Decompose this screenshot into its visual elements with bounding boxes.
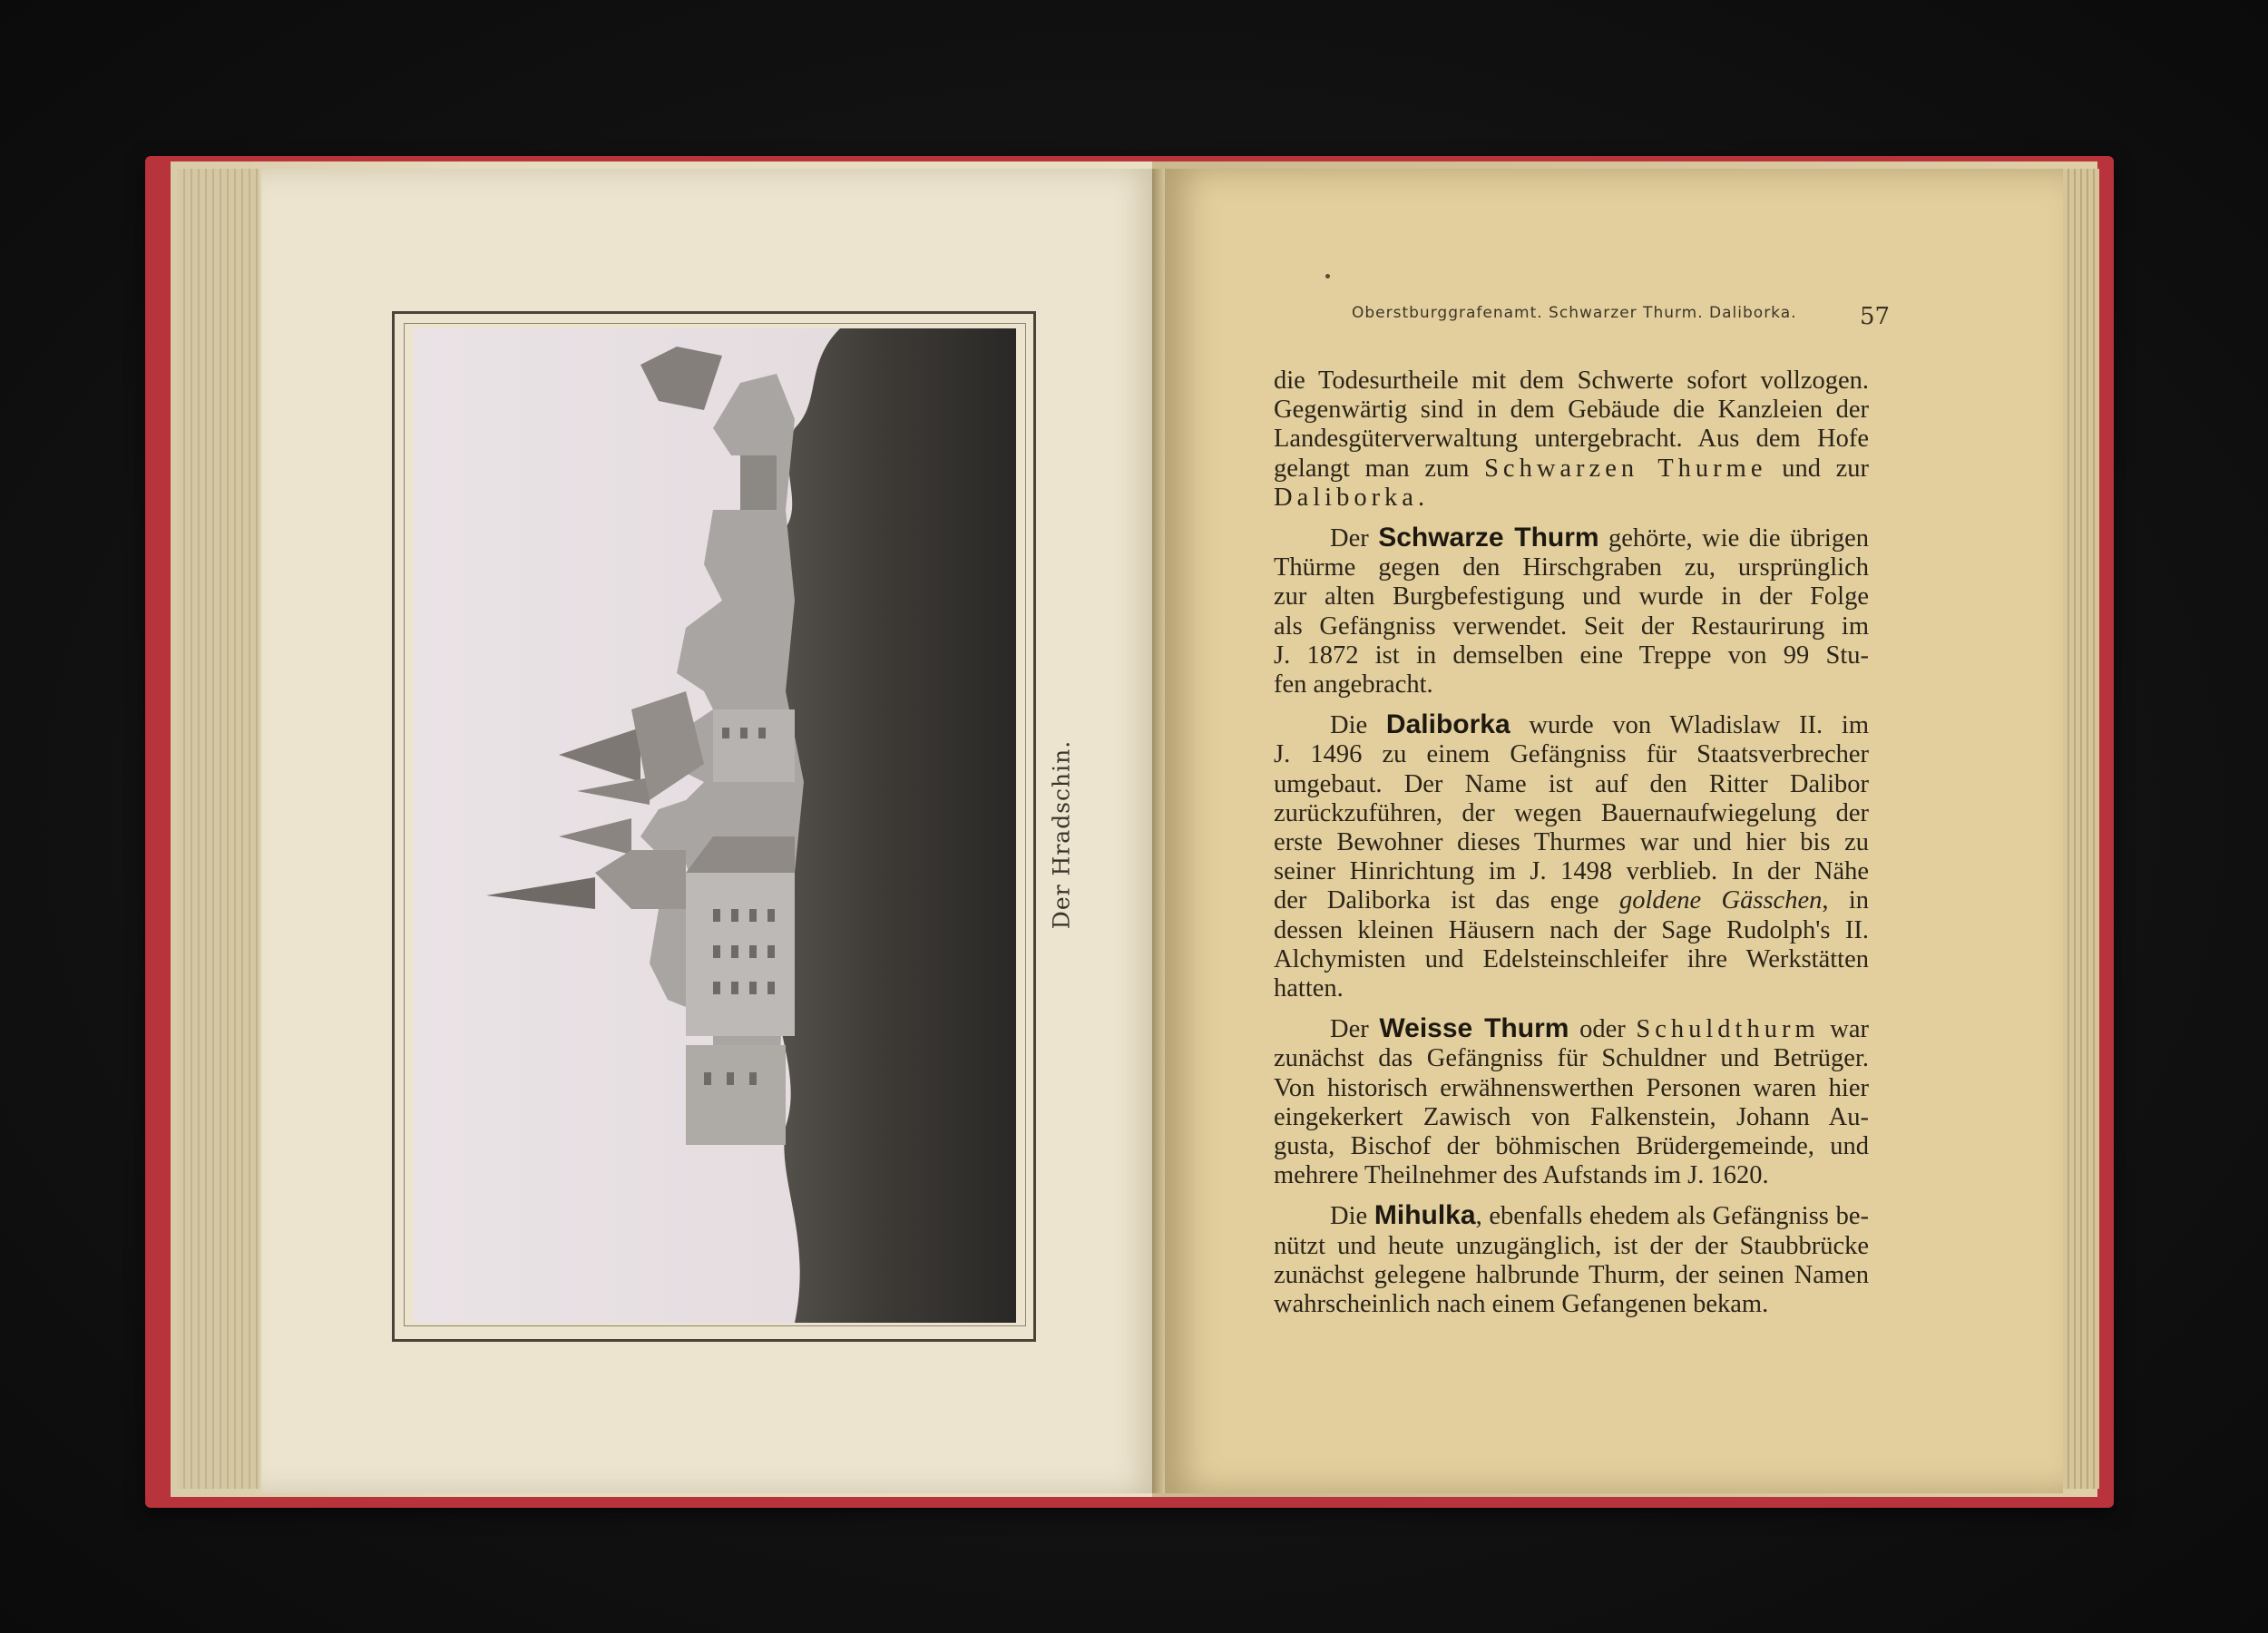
- ink-speck: [1325, 274, 1330, 279]
- left-page-edges: [178, 169, 259, 1489]
- hradschin-photograph: [414, 328, 1016, 1323]
- text-line: J. 1872 ist in demselben eine Treppe von 99 Stu-: [1274, 640, 1869, 670]
- text-line: wahrscheinlich nach einem Gefangenen bekam.: [1274, 1290, 1769, 1319]
- text-line: als Gefängniss verwendet. Seit der Restaurirung im: [1274, 611, 1869, 640]
- text-fragment: oder: [1579, 1015, 1626, 1044]
- book-gutter: [1152, 169, 1165, 1493]
- spaced-term: Daliborka: [1274, 483, 1418, 512]
- text-line: dessen kleinen Häusern nach der Sage Rudolph's II.: [1274, 915, 1869, 944]
- text-line: [1274, 886, 1869, 915]
- text-line: nützt und heute unzugänglich, ist der der Staubbrücke: [1274, 1231, 1869, 1260]
- text-line: die Todesurtheile mit dem Schwerte sofort vollzogen.: [1274, 367, 1869, 395]
- text-fragment: Die: [1330, 711, 1368, 740]
- italic-term: goldene Gässchen: [1618, 886, 1823, 915]
- text-line: Von historisch erwähnenswerthen Personen waren hier: [1274, 1073, 1869, 1102]
- text-line: zurückzuführen, der wegen Bauernaufwiegelung der: [1274, 798, 1869, 827]
- text-line: [1274, 523, 1869, 553]
- text-line: zunächst das Gefängniss für Schuldner und Betrüger.: [1274, 1044, 1869, 1073]
- text-line: gusta, Bischof der böhmischen Brüdergemeinde, und: [1274, 1132, 1869, 1161]
- text-fragment: Der: [1330, 1015, 1369, 1044]
- text-fragment: der Daliborka ist das enge: [1274, 886, 1599, 915]
- text-fragment: gehörte, wie die übrigen: [1608, 524, 1869, 553]
- paragraph-2: [1274, 523, 1869, 699]
- paragraph-4: [1274, 1014, 1869, 1190]
- right-page-edges: [2063, 169, 2099, 1489]
- plate-caption: Der Hradschin.: [1048, 739, 1075, 930]
- text-line: [1274, 455, 1869, 484]
- text-line: Gegenwärtig sind in dem Gebäude die Kanzleien der: [1274, 396, 1869, 425]
- text-fragment: , ebenfalls ehedem als Gefängniss be-: [1475, 1202, 1869, 1231]
- section-heading: Daliborka: [1385, 709, 1510, 740]
- text-line: Thürme gegen den Hirschgraben zu, ursprünglich: [1274, 553, 1869, 582]
- text-fragment: , in: [1822, 886, 1870, 915]
- paragraph-5: [1274, 1201, 1869, 1319]
- text-line: [1274, 1014, 1869, 1044]
- section-heading: Mihulka: [1374, 1200, 1476, 1231]
- text-fragment: gelangt man zum: [1274, 454, 1470, 483]
- text-line: eingekerkert Zawisch von Falkenstein, Johann Au-: [1274, 1102, 1869, 1131]
- page-number: 57: [1860, 303, 1891, 330]
- text-line: J. 1496 zu einem Gefängniss für Staatsverbrecher: [1274, 740, 1869, 769]
- text-fragment: .: [1417, 483, 1425, 512]
- spaced-term: Schuldthurm: [1636, 1015, 1820, 1044]
- text-line: Alchymisten und Edelsteinschleifer ihre Werkstätten: [1274, 944, 1869, 973]
- text-line: umgebaut. Der Name ist auf den Ritter Dalibor: [1274, 769, 1869, 798]
- text-line: hatten.: [1274, 974, 1344, 1003]
- text-line: [1274, 1201, 1869, 1231]
- running-head: Oberstburggrafenamt. Schwarzer Thurm. Daliborka.: [1352, 304, 1797, 322]
- text-line: erste Bewohner dieses Thurmes war und hier bis zu: [1274, 828, 1869, 857]
- text-line: zur alten Burgbefestigung und wurde in der Folge: [1274, 582, 1869, 611]
- text-line: [1274, 710, 1869, 740]
- text-fragment: wurde von Wladislaw II. im: [1529, 711, 1869, 740]
- paragraph-1: [1274, 367, 1869, 513]
- text-line: mehrere Theilnehmer des Aufstands im J. 1620.: [1274, 1161, 1769, 1190]
- text-fragment: Der: [1330, 524, 1369, 553]
- text-fragment: Die: [1330, 1202, 1368, 1231]
- text-line: Landesgüterverwaltung untergebracht. Aus dem Hofe: [1274, 425, 1869, 454]
- section-heading: Weisse Thurm: [1379, 1013, 1569, 1044]
- text-line: seiner Hinrichtung im J. 1498 verblieb. In der Nähe: [1274, 857, 1869, 886]
- text-line: zunächst gelegene halbrunde Thurm, der seinen Namen: [1274, 1260, 1869, 1289]
- spaced-term: Schwarzen Thurme: [1484, 454, 1767, 483]
- text-line: [1274, 484, 1869, 513]
- body-text: [1274, 367, 1869, 1319]
- text-fragment: und zur: [1782, 454, 1870, 483]
- paragraph-3: [1274, 710, 1869, 1003]
- text-fragment: war: [1830, 1015, 1870, 1044]
- text-line: fen angebracht.: [1274, 670, 1433, 699]
- section-heading: Schwarze Thurm: [1378, 523, 1599, 553]
